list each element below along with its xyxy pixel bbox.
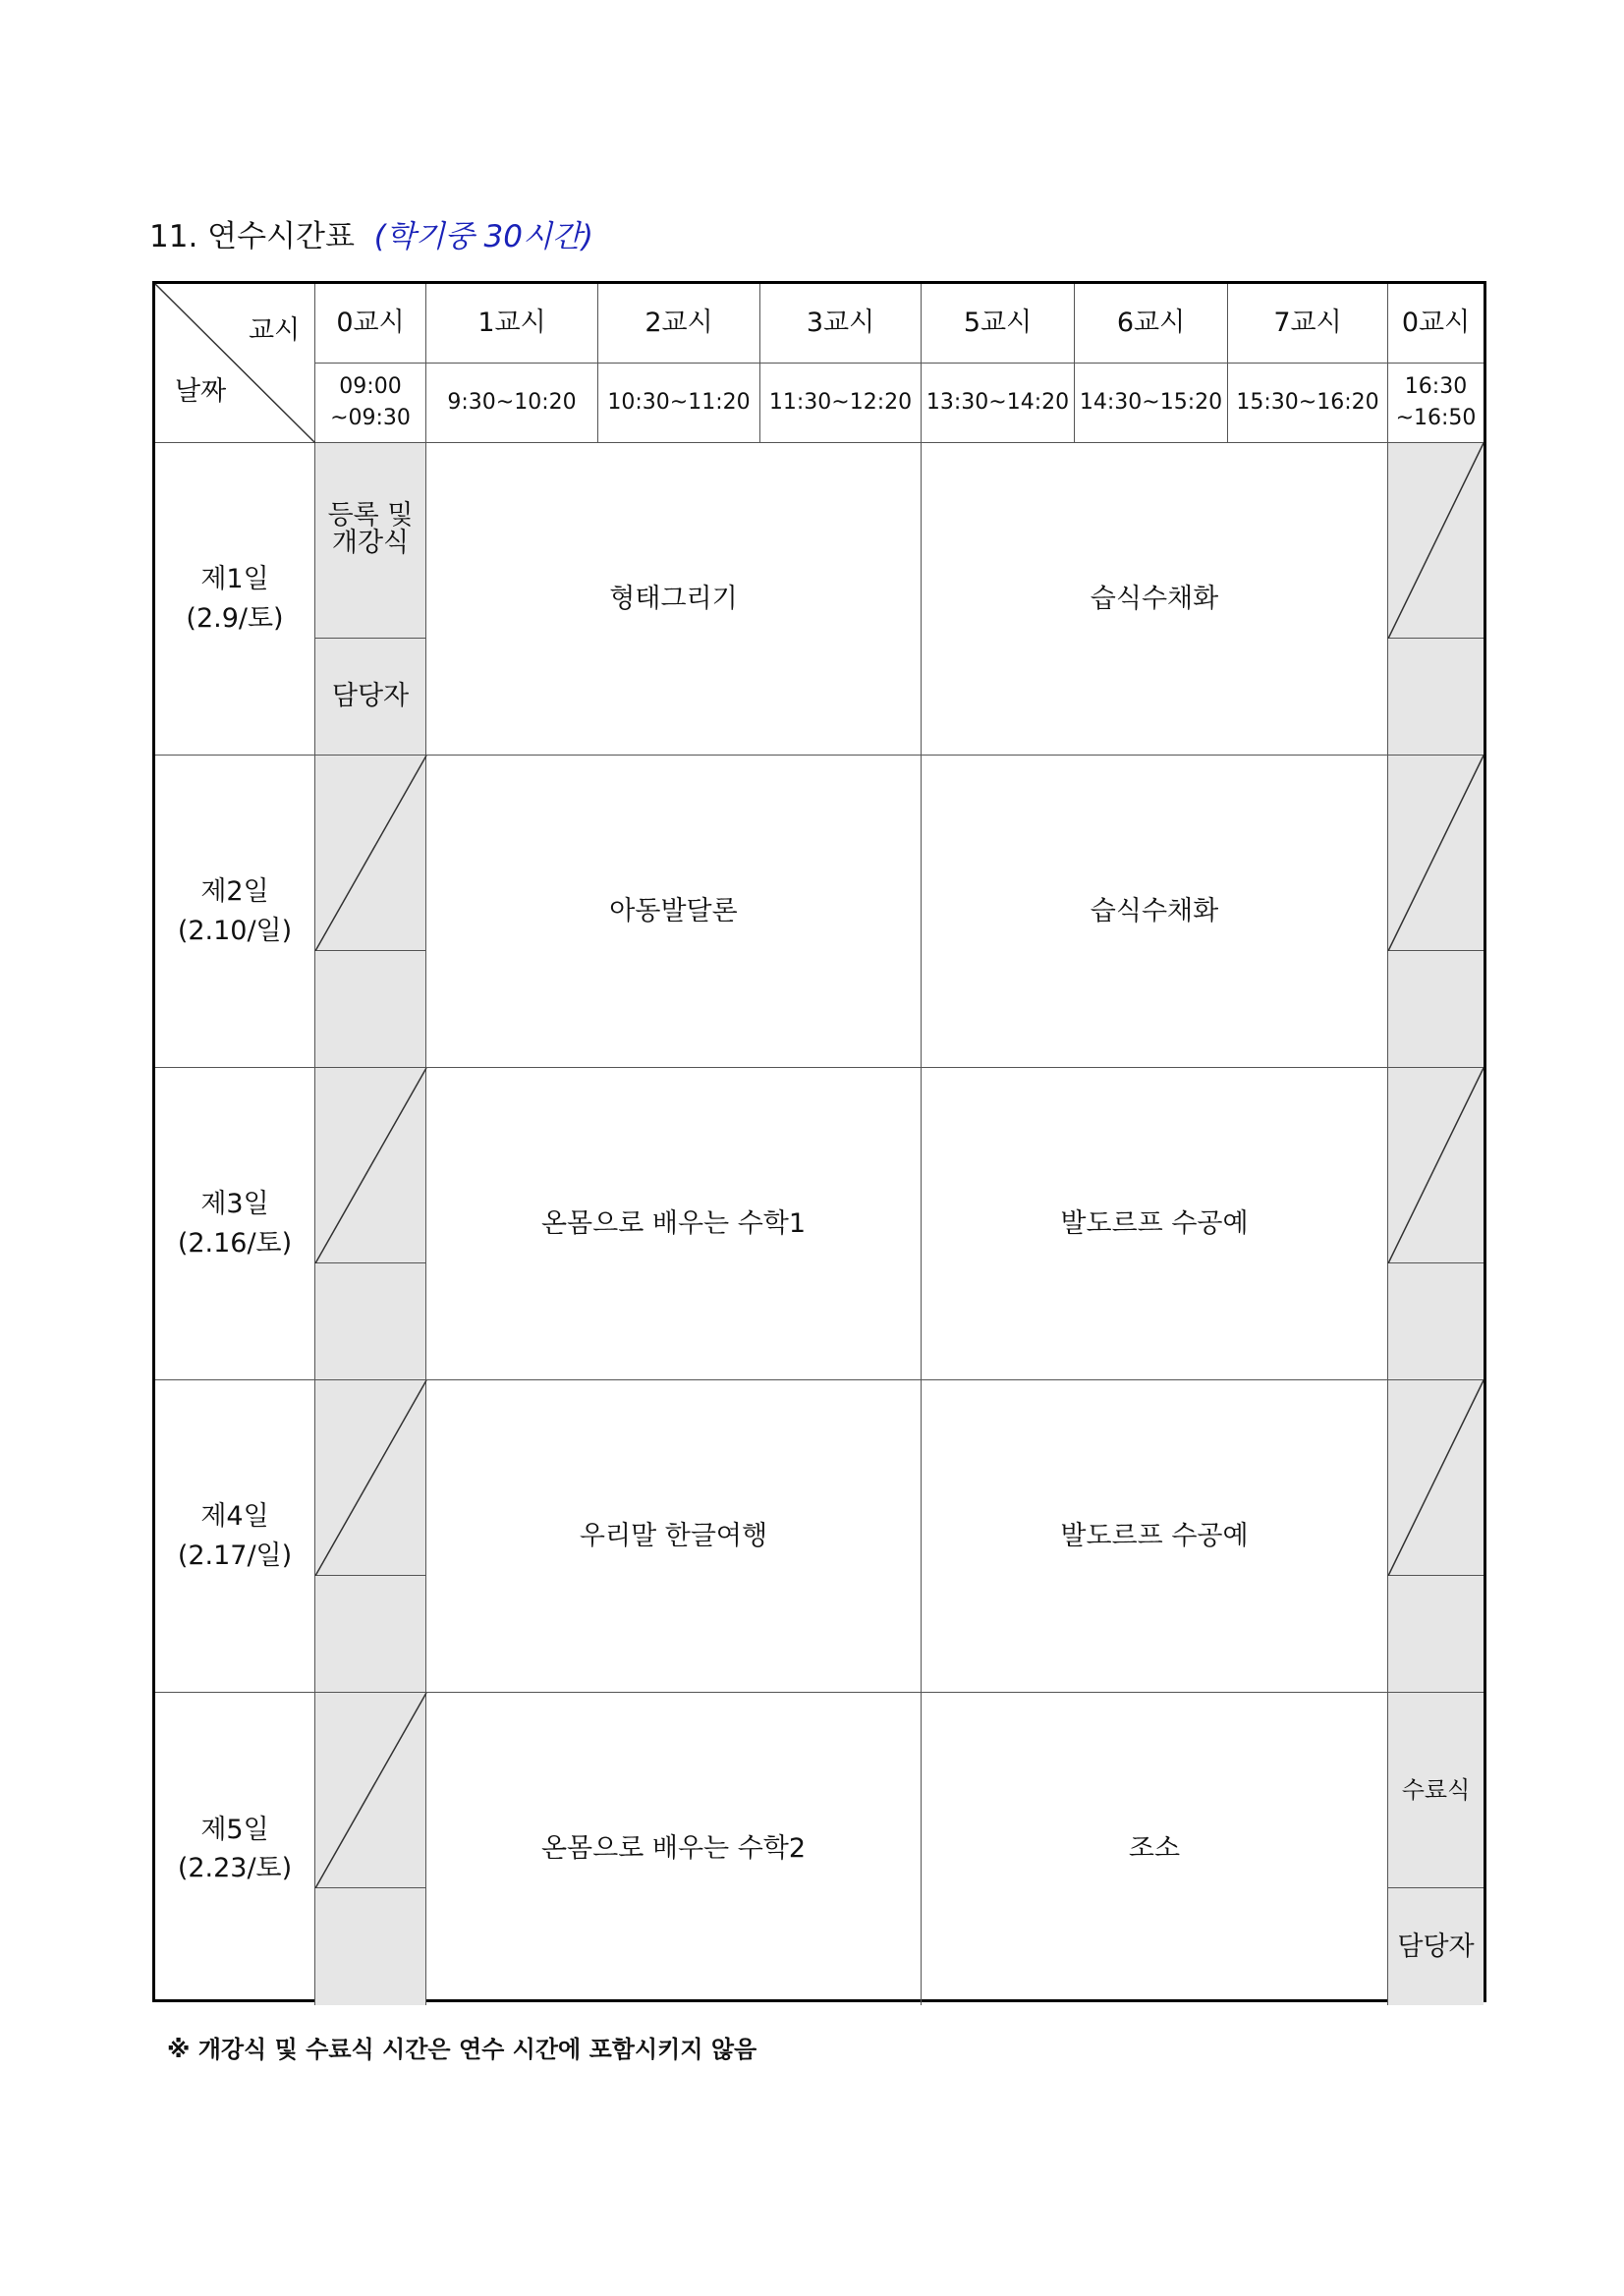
corner-period-label: 교시 [249,315,301,346]
post-session-bottom-5-text: 담당자 [1397,1931,1475,1962]
day-date: (2.16/토) [177,1227,293,1259]
period-time-5-text: 14:30~15:20 [1079,390,1223,416]
morning-session-4 [426,1380,922,1693]
period-header-4-text: 5교시 [963,308,1033,339]
day-label-5 [155,1693,315,2005]
diagonal-line [1388,1068,1484,1263]
diagonal-line [315,756,426,951]
pre-session-top-1-text: 등록 및 개강식 [327,500,414,559]
morning-session-3-text: 온몸으로 배우는 수학1 [540,1207,807,1239]
heading-subtitle: (학기중 30시간) [373,219,593,254]
pre-session-bottom-2 [315,951,426,1068]
period-header-7-text: 0교시 [1401,308,1471,339]
corner-diagonal [155,284,315,443]
period-header-2-text: 2교시 [644,308,713,339]
morning-session-1-text: 형태그리기 [609,583,738,614]
diagonal-line [1388,443,1484,639]
day-label-1 [155,443,315,756]
period-time-2-text: 10:30~11:20 [607,390,751,416]
period-header-6-text: 7교시 [1273,308,1342,339]
afternoon-session-3 [922,1068,1388,1380]
day-number: 제2일 [200,876,269,908]
period-time-7 [1388,364,1484,443]
day-date: (2.9/토) [186,602,284,634]
period-header-6 [1228,284,1388,364]
afternoon-session-4 [922,1380,1388,1693]
day-date: (2.17/일) [177,1540,293,1571]
afternoon-session-2-text: 습식수채화 [1090,895,1219,926]
corner-header [155,284,315,443]
post-session-bottom-4 [1388,1576,1484,1693]
period-time-1 [426,364,598,443]
pre-session-bottom-1-text: 담당자 [331,681,410,712]
period-header-0 [315,284,426,364]
pre-session-top-1 [315,443,426,639]
post-session-top-5 [1388,1693,1484,1888]
period-time-4 [922,364,1075,443]
morning-session-5 [426,1693,922,2005]
period-time-4-text: 13:30~14:20 [925,390,1070,416]
post-session-top-4 [1388,1380,1484,1576]
period-time-3-text: 11:30~12:20 [768,390,913,416]
afternoon-session-1-text: 습식수채화 [1090,583,1219,614]
pre-session-bottom-3 [315,1263,426,1380]
period-time-3 [760,364,922,443]
period-time-6-text: 15:30~16:20 [1236,390,1379,416]
diagonal-line [315,1380,426,1576]
heading-title: 연수시간표 [207,219,355,254]
period-header-2 [598,284,760,364]
day-label-2 [155,756,315,1068]
heading-number: 11. [149,219,198,254]
afternoon-session-4-text: 발도르프 수공예 [1060,1520,1249,1551]
afternoon-session-5-text: 조소 [1128,1833,1181,1865]
footnote: ※ 개강식 및 수료식 시간은 연수 시간에 포함시키지 않음 [167,2036,757,2063]
morning-session-2-text: 아동발달론 [609,895,738,926]
post-session-top-1 [1388,443,1484,639]
post-session-top-2 [1388,756,1484,951]
pre-session-top-3 [315,1068,426,1263]
period-time-2 [598,364,760,443]
day-date: (2.10/일) [177,915,293,946]
period-header-5-text: 6교시 [1116,308,1186,339]
day-number: 제5일 [200,1814,269,1845]
morning-session-5-text: 온몸으로 배우는 수학2 [540,1833,807,1865]
pre-session-bottom-4 [315,1576,426,1693]
afternoon-session-3-text: 발도르프 수공예 [1060,1207,1249,1239]
pre-session-top-4 [315,1380,426,1576]
day-label-4 [155,1380,315,1693]
period-time-7-text: 16:30 ~16:50 [1395,374,1477,430]
period-header-3-text: 3교시 [806,308,875,339]
period-header-1-text: 1교시 [477,308,546,339]
period-header-3 [760,284,922,364]
period-time-0-text: 09:00 ~09:30 [330,374,411,430]
pre-session-bottom-1 [315,639,426,756]
post-session-bottom-1 [1388,639,1484,756]
pre-session-top-5 [315,1693,426,1888]
day-label-3 [155,1068,315,1380]
afternoon-session-5 [922,1693,1388,2005]
period-header-1 [426,284,598,364]
afternoon-session-1 [922,443,1388,756]
post-session-bottom-3 [1388,1263,1484,1380]
pre-session-bottom-5 [315,1888,426,2005]
post-session-top-5-text: 수료식 [1401,1775,1471,1804]
period-time-6 [1228,364,1388,443]
morning-session-2 [426,756,922,1068]
afternoon-session-2 [922,756,1388,1068]
morning-session-4-text: 우리말 한글여행 [579,1520,768,1551]
timetable [152,281,1486,2002]
post-session-bottom-5 [1388,1888,1484,2005]
day-number: 제1일 [200,564,269,595]
post-session-top-3 [1388,1068,1484,1263]
corner-date-label: 날짜 [175,376,227,407]
period-header-0-text: 0교시 [336,308,405,339]
diagonal-line [1388,1380,1484,1576]
page-heading [149,211,593,255]
period-header-7 [1388,284,1484,364]
period-time-0 [315,364,426,443]
post-session-bottom-2 [1388,951,1484,1068]
morning-session-3 [426,1068,922,1380]
day-number: 제4일 [200,1501,269,1533]
period-header-5 [1075,284,1228,364]
diagonal-line [1388,756,1484,951]
period-time-5 [1075,364,1228,443]
period-time-1-text: 9:30~10:20 [447,390,577,416]
pre-session-top-2 [315,756,426,951]
diagonal-line [315,1068,426,1263]
day-number: 제3일 [200,1189,269,1220]
morning-session-1 [426,443,922,756]
period-header-4 [922,284,1075,364]
diagonal-line [315,1693,426,1888]
day-date: (2.23/토) [177,1853,293,1883]
